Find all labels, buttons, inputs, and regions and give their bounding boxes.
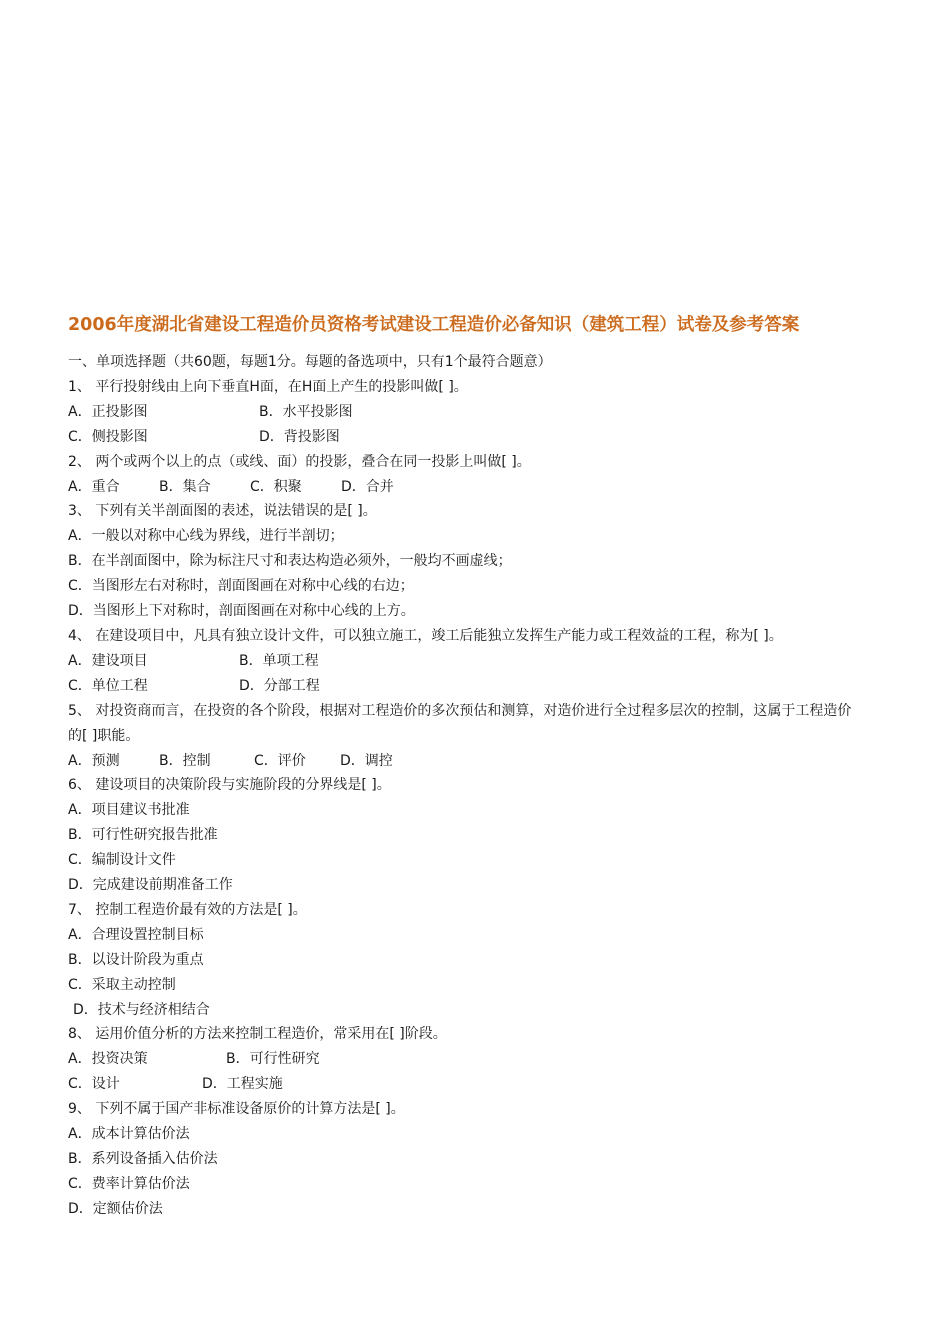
question-1-option-a: A．正投影图	[68, 403, 148, 420]
question-4-option-a: A．建设项目	[68, 652, 148, 669]
question-9-option-d: D．定额估价法	[68, 1200, 163, 1217]
question-9-option-c: C．费率计算估价法	[68, 1175, 190, 1192]
question-4-option-d: D．分部工程	[239, 677, 320, 694]
question-4-options-row-1	[68, 649, 888, 674]
question-5-stem-line-2: 的[ ]职能。	[68, 727, 140, 744]
question-2-options	[68, 475, 888, 500]
question-1-stem: 1、 平行投射线由上向下垂直H面，在H面上产生的投影叫做[ ]。	[68, 378, 468, 395]
question-6-option-a: A．项目建议书批准	[68, 802, 190, 819]
question-1-options-row-2	[68, 425, 888, 450]
question-6-option-b: B．可行性研究报告批准	[68, 827, 218, 844]
question-9-stem: 9、 下列不属于国产非标准设备原价的计算方法是[ ]。	[68, 1101, 405, 1118]
question-7-option-d: D．技术与经济相结合	[73, 1001, 210, 1018]
question-2-option-b: B．集合	[159, 478, 211, 495]
section-heading: 一、单项选择题（共60题，每题1分。每题的备选项中，只有1个最符合题意）	[68, 354, 552, 370]
question-8-options-row-1	[68, 1047, 888, 1072]
question-5-option-d: D．调控	[340, 752, 393, 769]
question-2-option-a: A．重合	[68, 478, 120, 495]
question-8-option-b: B．可行性研究	[226, 1051, 320, 1068]
question-3-option-a: A．一般以对称中心线为界线，进行半剖切；	[68, 528, 344, 545]
question-7-option-b: B．以设计阶段为重点	[68, 951, 204, 968]
question-1-option-d: D．背投影图	[259, 428, 340, 445]
question-6-option-d: D．完成建设前期准备工作	[68, 877, 233, 894]
question-2-stem: 2、 两个或两个以上的点（或线、面）的投影，叠合在同一投影上叫做[ ]。	[68, 453, 531, 470]
question-5-option-c: C．评价	[254, 752, 306, 769]
question-6-stem: 6、 建设项目的决策阶段与实施阶段的分界线是[ ]。	[68, 777, 391, 794]
question-1-options-row-1	[68, 400, 888, 425]
question-3-stem: 3、 下列有关半剖面图的表述，说法错误的是[ ]。	[68, 503, 377, 520]
document-title: 2006年度湖北省建设工程造价员资格考试建设工程造价必备知识（建筑工程）试卷及参考答案	[68, 315, 800, 335]
question-7-option-c: C．采取主动控制	[68, 976, 176, 993]
question-7-option-a: A．合理设置控制目标	[68, 926, 204, 943]
question-7-stem: 7、 控制工程造价最有效的方法是[ ]。	[68, 901, 307, 918]
question-3-option-c: C．当图形左右对称时，剖面图画在对称中心线的右边；	[68, 578, 414, 595]
question-2-option-d: D．合并	[341, 478, 394, 495]
question-4-option-b: B．单项工程	[239, 652, 319, 669]
question-4-stem: 4、 在建设项目中，凡具有独立设计文件，可以独立施工，竣工后能独立发挥生产能力或工程效益的工程，称为[ ]。	[68, 627, 783, 644]
question-5-option-a: A．预测	[68, 752, 120, 769]
question-8-option-d: D．工程实施	[202, 1076, 283, 1093]
question-9-option-a: A．成本计算估价法	[68, 1126, 190, 1143]
question-5-stem-line-1: 5、 对投资商而言，在投资的各个阶段，根据对工程造价的多次预估和测算，对造价进行全过程多层次的控制，这属于工程造价	[68, 702, 852, 719]
question-5-options	[68, 749, 888, 774]
question-9-option-b: B．系列设备插入估价法	[68, 1151, 218, 1167]
question-8-options-row-2	[68, 1072, 888, 1097]
question-6-option-c: C．编制设计文件	[68, 852, 176, 869]
document-body	[68, 350, 888, 1222]
question-8-option-a: A．投资决策	[68, 1051, 148, 1068]
question-3-option-b: B．在半剖面图中，除为标注尺寸和表达构造必须外，一般均不画虚线；	[68, 553, 512, 570]
question-1-option-b: B．水平投影图	[259, 403, 353, 420]
question-2-option-c: C．积聚	[250, 478, 302, 495]
question-8-stem: 8、 运用价值分析的方法来控制工程造价，常采用在[ ]阶段。	[68, 1026, 447, 1043]
question-3-option-d: D．当图形上下对称时，剖面图画在对称中心线的上方。	[68, 603, 415, 620]
question-5-option-b: B．控制	[159, 752, 211, 769]
question-8-option-c: C．设计	[68, 1076, 120, 1093]
question-4-option-c: C．单位工程	[68, 677, 148, 694]
question-1-option-c: C．侧投影图	[68, 428, 148, 445]
question-4-options-row-2	[68, 674, 888, 699]
